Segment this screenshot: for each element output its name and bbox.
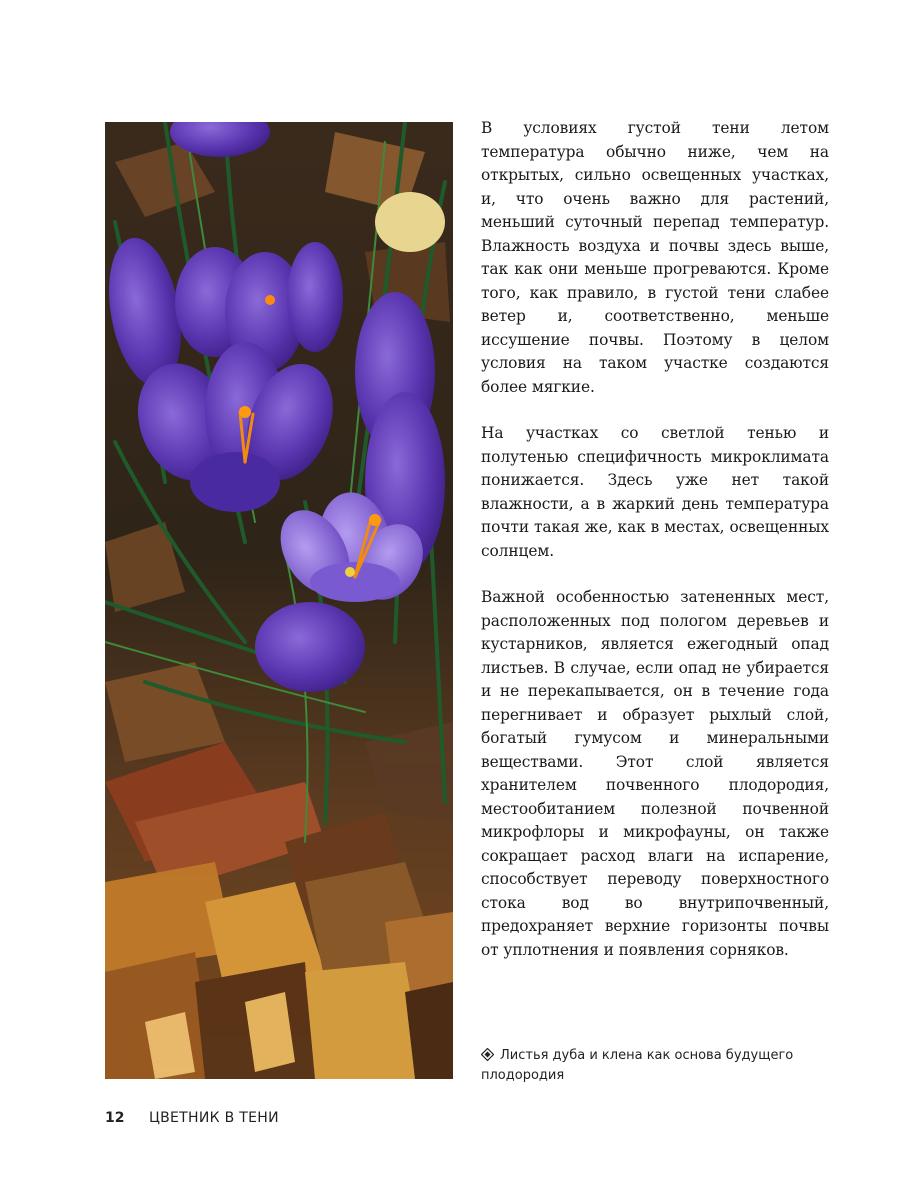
section-title: ЦВЕТНИК В ТЕНИ: [148, 1110, 279, 1126]
paragraph: В условиях густой тени летом температура обычно ниже, чем на открытых, сильно освещенных участках, и, что очень важно для растений, меньший суточный перепад температур. Влажность воздуха и почвы здесь выше, так как они меньше прогреваются. Кроме того, как правило, в густой тени слабее ветер и, соответственно, меньше иссушение почвы. Поэтому в целом условия на таком участке создаются более мягкие.: [481, 119, 829, 396]
body-text: [481, 117, 829, 985]
caption-text: Листья дуба и клена как основа будущего плодородия: [481, 1048, 794, 1083]
page-number: 12: [105, 1110, 125, 1126]
photo-caption: [481, 1046, 821, 1086]
paragraph: Важной особенностью затененных мест, расположенных под пологом деревьев и кустарников, является ежегодный опад листьев. В случае, если опад не убирается и не перекапывается, он в течение года перегнивает и образует рыхлый слой, богатый гумусом и минеральными веществами. Этот слой является хранителем почвенного плодородия, местообитанием полезной почвенной микрофлоры и микрофауны, он также сокращает расход влаги на испарение, способствует переводу поверхностного стока вод во внутрипочвенный, предохраняет верхние горизонты почвы от уплотнения и появления сорняков.: [481, 588, 829, 959]
diamond-icon: [481, 1048, 494, 1061]
page-footer: [105, 1110, 279, 1126]
paragraph: На участках со светлой тенью и полутенью специфичность микроклимата понижается. Здесь уже нет такой влажности, а в жаркий день температура почти такая же, как в местах, освещенных солнцем.: [481, 424, 829, 560]
crocus-photo: [105, 122, 453, 1079]
